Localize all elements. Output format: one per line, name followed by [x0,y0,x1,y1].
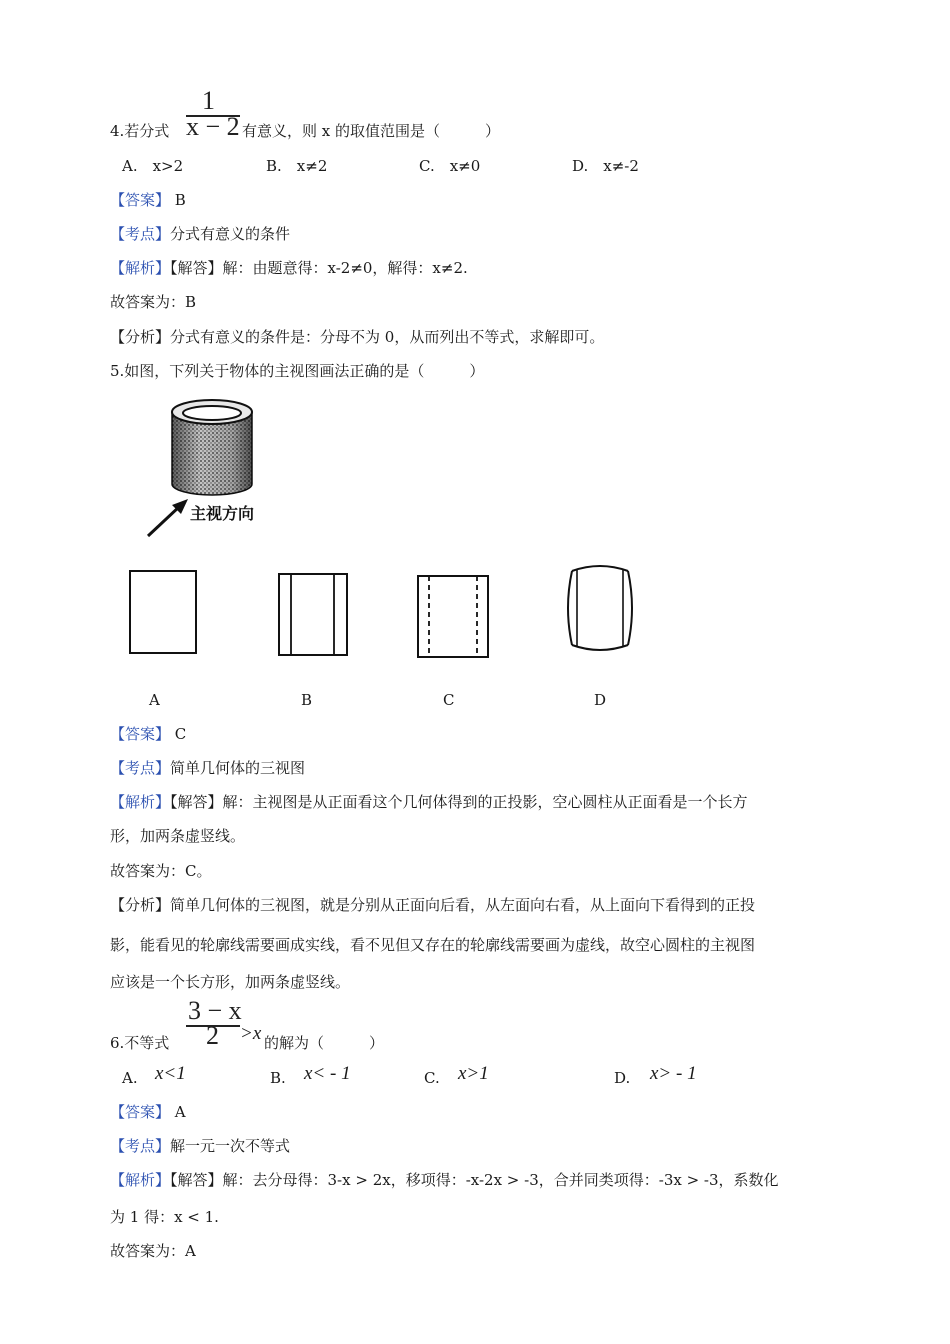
q5-choice-c-figure [413,573,493,663]
q5-method-text1: 简单几何体的三视图，就是分别从正面向后看，从左面向右看，从上面向下看得到的正投 [170,896,756,914]
q6-stem-prefix: 6.不等式 [110,1034,170,1052]
q5-stem: 5.如图，下列关于物体的主视图画法正确的是（ ） [110,362,485,380]
view-direction-label: 主视方向 [190,504,255,523]
q5-answer-line [110,724,186,744]
q6-conclusion: 故答案为：A [110,1242,196,1260]
q6-point-line [110,1136,290,1156]
q6-option-d-value: x> - 1 [650,1063,697,1084]
analysis-tag: 【解析】 [110,793,171,811]
answer-tag: 【答案】 [110,725,171,743]
choice-a-rectangle [130,571,196,653]
q4-stem-suffix: 有意义，则 x 的取值范围是（ ） [242,122,500,140]
q5-choice-d-figure [562,561,642,656]
point-tag: 【考点】 [110,759,171,777]
analysis-tag: 【解析】 [110,1171,171,1189]
q6-option-c-value: x>1 [458,1063,489,1084]
q5-point: 简单几何体的三视图 [170,759,306,777]
q6-analysis-line1 [110,1170,779,1190]
q6-point: 解一元一次不等式 [170,1137,291,1155]
q6-option-a-value: x<1 [155,1063,186,1084]
analysis-tag: 【解析】 [110,259,171,277]
choice-d-left-curve [568,571,572,645]
q6-answer-line [110,1102,186,1122]
choice-d-right-curve [628,571,632,645]
q4-fraction-numerator: 1 [202,86,215,115]
q5-method-line2: 影，能看见的轮廓线需要画成实线，看不见但又存在的轮廓线需要画为虚线，故空心圆柱的主视图 [110,936,756,954]
q4-method: 分式有意义的条件是：分母不为 0，从而列出不等式，求解即可。 [170,328,605,346]
q5-choice-label-a: A [149,691,160,709]
method-tag: 【分析】 [110,896,171,914]
method-tag: 【分析】 [110,328,171,346]
answer-tag: 【答案】 [110,1103,171,1121]
q4-option-c: C. x≠0 [419,157,481,175]
q6-fraction-denominator: 2 [206,1021,219,1050]
q5-cylinder-figure [140,388,290,548]
q5-choice-b-figure [274,571,354,661]
choice-b-rectangle [279,574,347,655]
q4-option-a: A. x>2 [122,157,184,175]
q6-option-a-letter: A. [122,1069,138,1087]
q5-choice-a-figure [125,567,205,657]
q5-analysis-text1: 【解答】解：主视图是从正面看这个几何体得到的正投影，空心圆柱从正面看是一个长方 [170,793,748,811]
q5-analysis-line1 [110,792,748,812]
q5-choice-label-b: B [301,691,313,709]
q4-answer: B [174,191,186,209]
cylinder-hole [183,406,241,420]
q4-option-d: D. x≠-2 [572,157,639,175]
q6-option-b-value: x< - 1 [304,1063,351,1084]
q6-stem-suffix: 的解为（ ） [264,1034,385,1052]
q6-analysis-text1: 【解答】解：去分母得：3-x > 2x，移项得：-x-2x > -3，合并同类项得：-3x > -3，系数化 [170,1171,779,1189]
q6-fraction-rhs: >x [240,1023,262,1044]
q4-point: 分式有意义的条件 [170,225,291,243]
point-tag: 【考点】 [110,225,171,243]
q6-fraction-numerator: 3 − x [188,996,242,1025]
q4-stem-prefix: 4.若分式 [110,122,170,140]
q5-answer: C [174,725,187,743]
q4-option-b: B. x≠2 [266,157,328,175]
q6-answer: A [174,1103,186,1121]
q4-conclusion: 故答案为：B [110,293,197,311]
q5-choice-label-d: D [594,691,607,709]
q6-option-b-letter: B. [270,1069,286,1087]
q5-method-line1 [110,895,755,915]
q5-analysis-line2: 形，加两条虚竖线。 [110,827,246,845]
q4-fraction-denominator: x − 2 [186,112,240,141]
q6-option-c-letter: C. [424,1069,440,1087]
answer-tag: 【答案】 [110,191,171,209]
q4-analysis-line [110,258,468,278]
q5-point-line [110,758,305,778]
choice-d-bottom-arc [572,645,628,650]
point-tag: 【考点】 [110,1137,171,1155]
q4-point-line [110,224,290,244]
q6-analysis-line2: 为 1 得：x < 1. [110,1208,219,1226]
view-direction-arrow [148,506,180,536]
q6-option-d-letter: D. [614,1069,631,1087]
q5-method-line3: 应该是一个长方形，加两条虚竖线。 [110,973,351,991]
q4-answer-line [110,190,186,210]
q5-conclusion: 故答案为：C。 [110,862,212,880]
choice-d-top-arc [572,566,628,571]
q4-analysis: 【解答】解：由题意得：x-2≠0，解得：x≠2. [170,259,468,277]
q4-method-line [110,327,604,347]
q5-choice-label-c: C [443,691,455,709]
